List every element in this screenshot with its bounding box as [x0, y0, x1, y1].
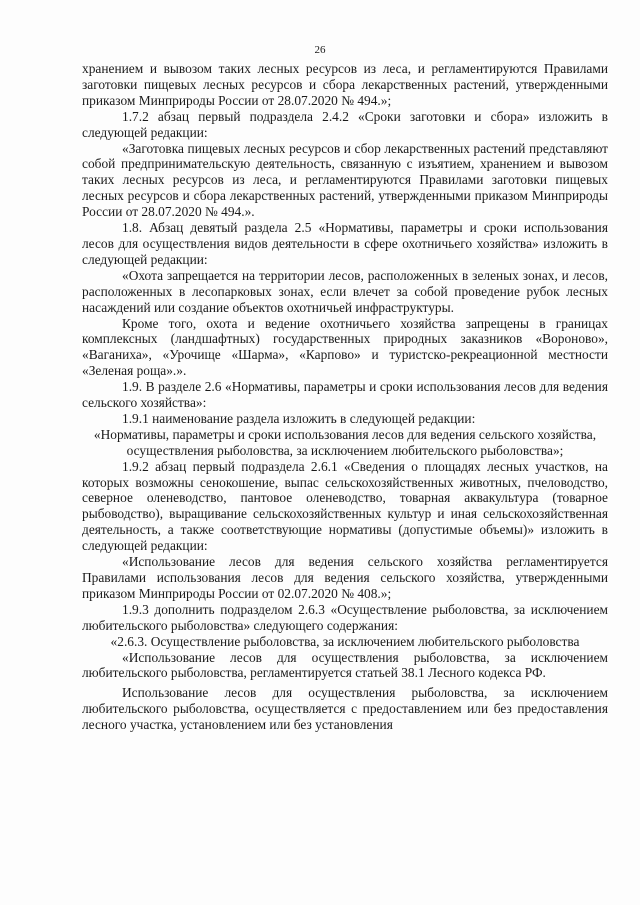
paragraph-item-1-9-3: 1.9.3 дополнить подразделом 2.6.3 «Осуществление рыболовства, за исключением любительского рыболовства» следующего содержания:	[82, 601, 608, 633]
paragraph-quote-fishing: «Использование лесов для осуществления рыболовства, за исключением любительского рыболовства, регламентируется статьей 38.1 Лесного кодекса РФ.	[82, 649, 608, 681]
page-number: 26	[314, 44, 326, 56]
subsection-heading-2-6-3: «2.6.3. Осуществление рыболовства, за исключением любительского рыболовства	[110, 633, 580, 649]
paragraph-item-1-9: 1.9. В разделе 2.6 «Нормативы, параметры и сроки использования лесов для ведения сельского хозяйства»:	[82, 379, 608, 411]
paragraph-item-1-9-2: 1.9.2 абзац первый подраздела 2.6.1 «Сведения о площадях лесных участков, на которых возможны сенокошение, выпас сельскохозяйственных животных, пчеловодство, северное оленеводство, пантовое оленеводство, товарная аквакультура (товарное рыбоводство), выращивание сельскохозяйственных культур и иная сельскохозяйственная деятельность, а также соответствующие нормативы (допустимые объемы)» изложить в следующей редакции:	[82, 458, 608, 554]
paragraph-item-1-9-1: 1.9.1 наименование раздела изложить в следующей редакции:	[122, 410, 476, 426]
paragraph-fishing-usage: Использование лесов для осуществления рыболовства, за исключением любительского рыболовства, осуществляется с предоставлением или без предоставления лесного участка, установлением или без установления	[82, 685, 608, 733]
section-title-quote: «Нормативы, параметры и сроки использования лесов для ведения сельского хозяйства, осуществления рыболовства, за исключением любительского рыболовства»;	[93, 426, 597, 458]
paragraph-quote-collection: «Заготовка пищевых лесных ресурсов и сбор лекарственных растений представляют собой предпринимательскую деятельность, связанную с изъятием, хранением и вывозом таких лесных ресурсов из леса, и регламентируются Правилами заготовки пищевых лесных ресурсов и сбора лекарственных растений, утвержденными приказом Минприроды России от 28.07.2020 № 494.».	[82, 140, 608, 220]
paragraph-quote-agriculture: «Использование лесов для ведения сельского хозяйства регламентируется Правилами использования лесов для ведения сельского хозяйства, утвержденными приказом Минприроды России от 02.07.2020 № 408.»;	[82, 554, 608, 601]
paragraph-quote-hunting: «Охота запрещается на территории лесов, расположенных в зеленых зонах, и лесов, расположенных в лесопарковых зонах, если влечет за собой проведение рубок лесных насаждений или создание объектов охотничьей инфраструктуры.	[82, 267, 608, 315]
paragraph-hunting-reserves: Кроме того, охота и ведение охотничьего хозяйства запрещены в границах комплексных (ландшафтных) государственных природных заказников «Вороново», «Ваганиха», «Урочище «Шарма», «Карпово» и туристско-рекреационной местности «Зеленая роща».».	[82, 315, 608, 379]
paragraph-item-1-8: 1.8. Абзац девятый раздела 2.5 «Нормативы, параметры и сроки использования лесов для осуществления видов деятельности в сфере охотничьего хозяйства» изложить в следующей редакции:	[82, 220, 608, 267]
paragraph-item-1-7-2: 1.7.2 абзац первый подраздела 2.4.2 «Сроки заготовки и сбора» изложить в следующей редакции:	[82, 108, 608, 140]
paragraph-continuation: хранением и вывозом таких лесных ресурсов из леса, и регламентируются Правилами заготовки пищевых лесных ресурсов и сбора лекарственных растений, утвержденными приказом Минприроды России от 28.07.2020 № 494.»;	[82, 61, 608, 108]
document-body	[82, 61, 608, 733]
